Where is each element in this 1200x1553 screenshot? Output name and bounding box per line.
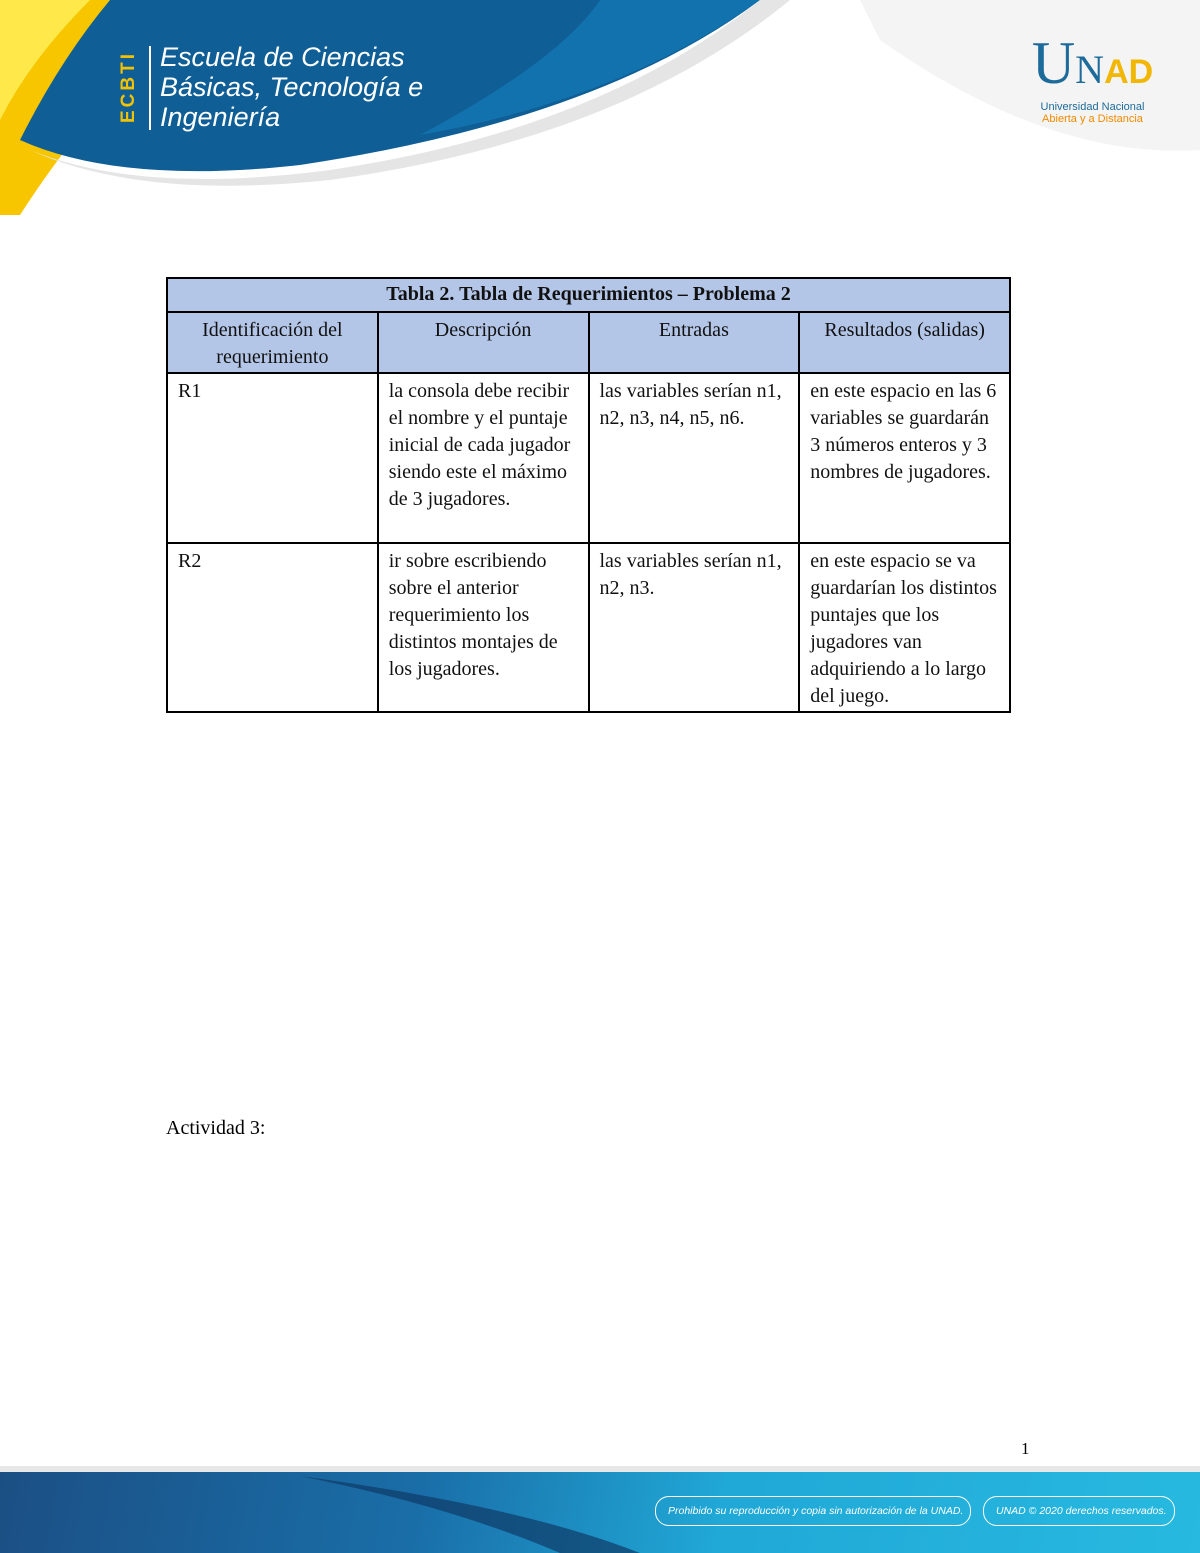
column-header: Descripción <box>378 312 589 373</box>
requirements-table <box>166 277 1011 713</box>
cell: las variables serían n1, n2, n3, n4, n5, n6. <box>589 373 800 543</box>
header-banner <box>0 0 1200 220</box>
cell: en este espacio se va guardarían los distintos puntajes que los jugadores van adquiriendo a lo largo del juego. <box>799 543 1010 712</box>
activity-heading: Actividad 3: <box>166 1117 266 1139</box>
table-row <box>167 543 1010 712</box>
logo-line2: Abierta y a Distancia <box>1042 113 1143 125</box>
table-header-row <box>167 312 1010 373</box>
footer-banner <box>0 1466 1200 1553</box>
table-title: Tabla 2. Tabla de Requerimientos – Problema 2 <box>167 278 1010 312</box>
cell: las variables serían n1, n2, n3. <box>589 543 800 712</box>
table-row <box>167 373 1010 543</box>
cell: en este espacio en las 6 variables se guardarán 3 números enteros y 3 nombres de jugadores. <box>799 373 1010 543</box>
logo-ad: AD <box>1104 53 1154 91</box>
school-line: Escuela de Ciencias <box>160 42 405 72</box>
logo-n: N <box>1075 47 1105 92</box>
cell: R1 <box>167 373 378 543</box>
unad-logo <box>1030 32 1155 125</box>
column-header: Resultados (salidas) <box>799 312 1010 373</box>
divider <box>149 46 151 130</box>
footer-notice: Prohibido su reproducción y copia sin autorización de la UNAD. <box>655 1496 971 1526</box>
cell: R2 <box>167 543 378 712</box>
cell: ir sobre escribiendo sobre el anterior requerimiento los distintos montajes de los jugadores. <box>378 543 589 712</box>
column-header: Entradas <box>589 312 800 373</box>
cell: la consola debe recibir el nombre y el puntaje inicial de cada jugador siendo este el máximo de 3 jugadores. <box>378 373 589 543</box>
column-header: Identificación del requerimiento <box>167 312 378 373</box>
logo-line1: Universidad Nacional <box>1040 101 1145 113</box>
ecbti-acronym: ECBTI <box>118 51 139 123</box>
school-name <box>160 42 423 132</box>
school-line: Básicas, Tecnología e <box>160 72 424 102</box>
footer-copyright: UNAD © 2020 derechos reservados. <box>983 1496 1175 1526</box>
school-line: Ingeniería <box>160 102 281 132</box>
page-number: 1 <box>1021 1439 1030 1458</box>
logo-u: U <box>1031 30 1076 96</box>
